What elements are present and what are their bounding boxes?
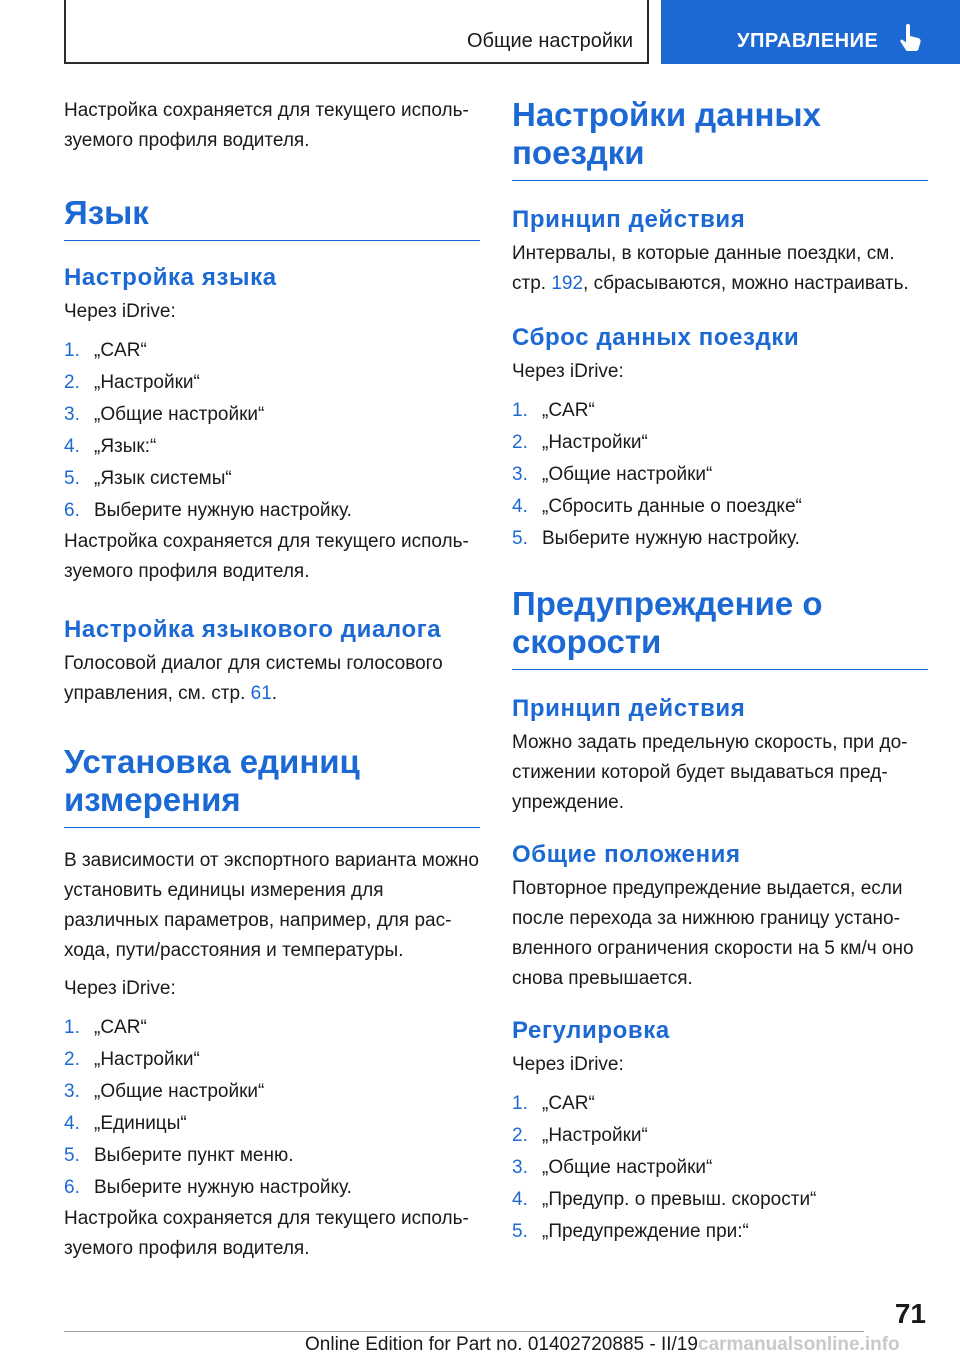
- intro-note: Настройка сохраняется для текущего исполь-зуемого профиля водителя.: [64, 100, 469, 151]
- speed-adjust-heading: Регулировка: [512, 1017, 670, 1044]
- list-item: 2. „Настройки“: [64, 372, 200, 393]
- right-column: [512, 96, 928, 1248]
- language-steps: [64, 335, 480, 527]
- units-via: Через iDrive:: [64, 978, 176, 999]
- language-heading: Язык: [64, 194, 480, 241]
- list-item: 5. „Предупреждение при:“: [512, 1221, 749, 1242]
- list-item: 3. „Общие настройки“: [64, 1081, 265, 1102]
- hand-pointer-icon: [897, 24, 923, 52]
- list-item: 3. „Общие настройки“: [512, 464, 713, 485]
- trip-reset-heading: Сброс данных поездки: [512, 324, 800, 351]
- list-item: 4. „Предупр. о превыш. скорости“: [512, 1189, 817, 1210]
- list-item: 2. „Настройки“: [512, 1125, 648, 1146]
- chapter-tab-label: УПРАВЛЕНИЕ: [737, 30, 879, 52]
- list-item: 5. Выберите нужную настройку.: [512, 528, 800, 549]
- list-item: 4. „Сбросить данные о поездке“: [512, 496, 802, 517]
- speed-heading: Предупреждение о скорости: [512, 585, 928, 670]
- trip-heading: Настройки данных поездки: [512, 96, 928, 181]
- language-setting-heading: Настройка языка: [64, 264, 277, 291]
- list-item: 1. „CAR“: [512, 1093, 595, 1114]
- edition-note: Online Edition for Part no. 01402720885 - II/19: [305, 1334, 698, 1355]
- list-item: 4. „Язык:“: [64, 436, 157, 457]
- speed-general-text: Повторное предупреждение выдается, если после перехода за нижнюю границу устано-вленного ограничения скорости на 5 км/ч оно снова превышается.: [512, 878, 914, 989]
- watermark: carmanualsonline.info: [698, 1334, 900, 1355]
- units-text: В зависимости от экспортного варианта можно установить единицы измерения для различных параметров, например, для рас-хода, пути/расстояния и температуры.: [64, 850, 479, 961]
- list-item: 1. „CAR“: [64, 340, 147, 361]
- list-item: 2. „Настройки“: [512, 432, 648, 453]
- list-item: 6. Выберите нужную настройку.: [64, 1177, 352, 1198]
- units-heading: Установка единиц измерения: [64, 743, 480, 828]
- page-number: 71: [894, 1298, 926, 1329]
- speed-principle-heading: Принцип действия: [512, 695, 746, 722]
- list-item: 5. Выберите пункт меню.: [64, 1145, 294, 1166]
- language-note: Настройка сохраняется для текущего исполь-зуемого профиля водителя.: [64, 531, 469, 582]
- page-link[interactable]: 61: [250, 683, 272, 704]
- list-item: 1. „CAR“: [512, 400, 595, 421]
- list-item: 2. „Настройки“: [64, 1049, 200, 1070]
- list-item: 3. „Общие настройки“: [512, 1157, 713, 1178]
- list-item: 5. „Язык системы“: [64, 468, 232, 489]
- language-dialog-heading: Настройка языкового диалога: [64, 616, 442, 643]
- page-link[interactable]: 192: [551, 273, 584, 294]
- trip-reset-via: Через iDrive:: [512, 361, 624, 382]
- chapter-tab: [661, 0, 960, 64]
- units-note: Настройка сохраняется для текущего исполь-зуемого профиля водителя.: [64, 1208, 469, 1259]
- speed-adjust-via: Через iDrive:: [512, 1054, 624, 1075]
- footer-divider: [64, 1331, 864, 1332]
- list-item: 3. „Общие настройки“: [64, 404, 265, 425]
- trip-principle-heading: Принцип действия: [512, 206, 746, 233]
- speed-principle-text: Можно задать предельную скорость, при до-стижении которой будет выдаваться пред-упреждение.: [512, 732, 908, 813]
- list-item: 6. Выберите нужную настройку.: [64, 500, 352, 521]
- speed-adjust-steps: [512, 1088, 928, 1248]
- trip-reset-steps: [512, 395, 928, 555]
- section-title: Общие настройки: [467, 30, 633, 52]
- trip-principle-text: Интервалы, в которые данные поездки, см. стр. 192, сбрасываются, можно настраивать.: [512, 243, 909, 294]
- list-item: 1. „CAR“: [64, 1017, 147, 1038]
- header-section-box: [64, 0, 649, 64]
- speed-general-heading: Общие положения: [512, 841, 741, 868]
- language-via: Через iDrive:: [64, 301, 176, 322]
- list-item: 4. „Единицы“: [64, 1113, 187, 1134]
- left-column: [64, 96, 480, 1264]
- language-dialog-text: Голосовой диалог для системы голосового управления, см. стр. 61.: [64, 653, 443, 704]
- units-steps: [64, 1012, 480, 1204]
